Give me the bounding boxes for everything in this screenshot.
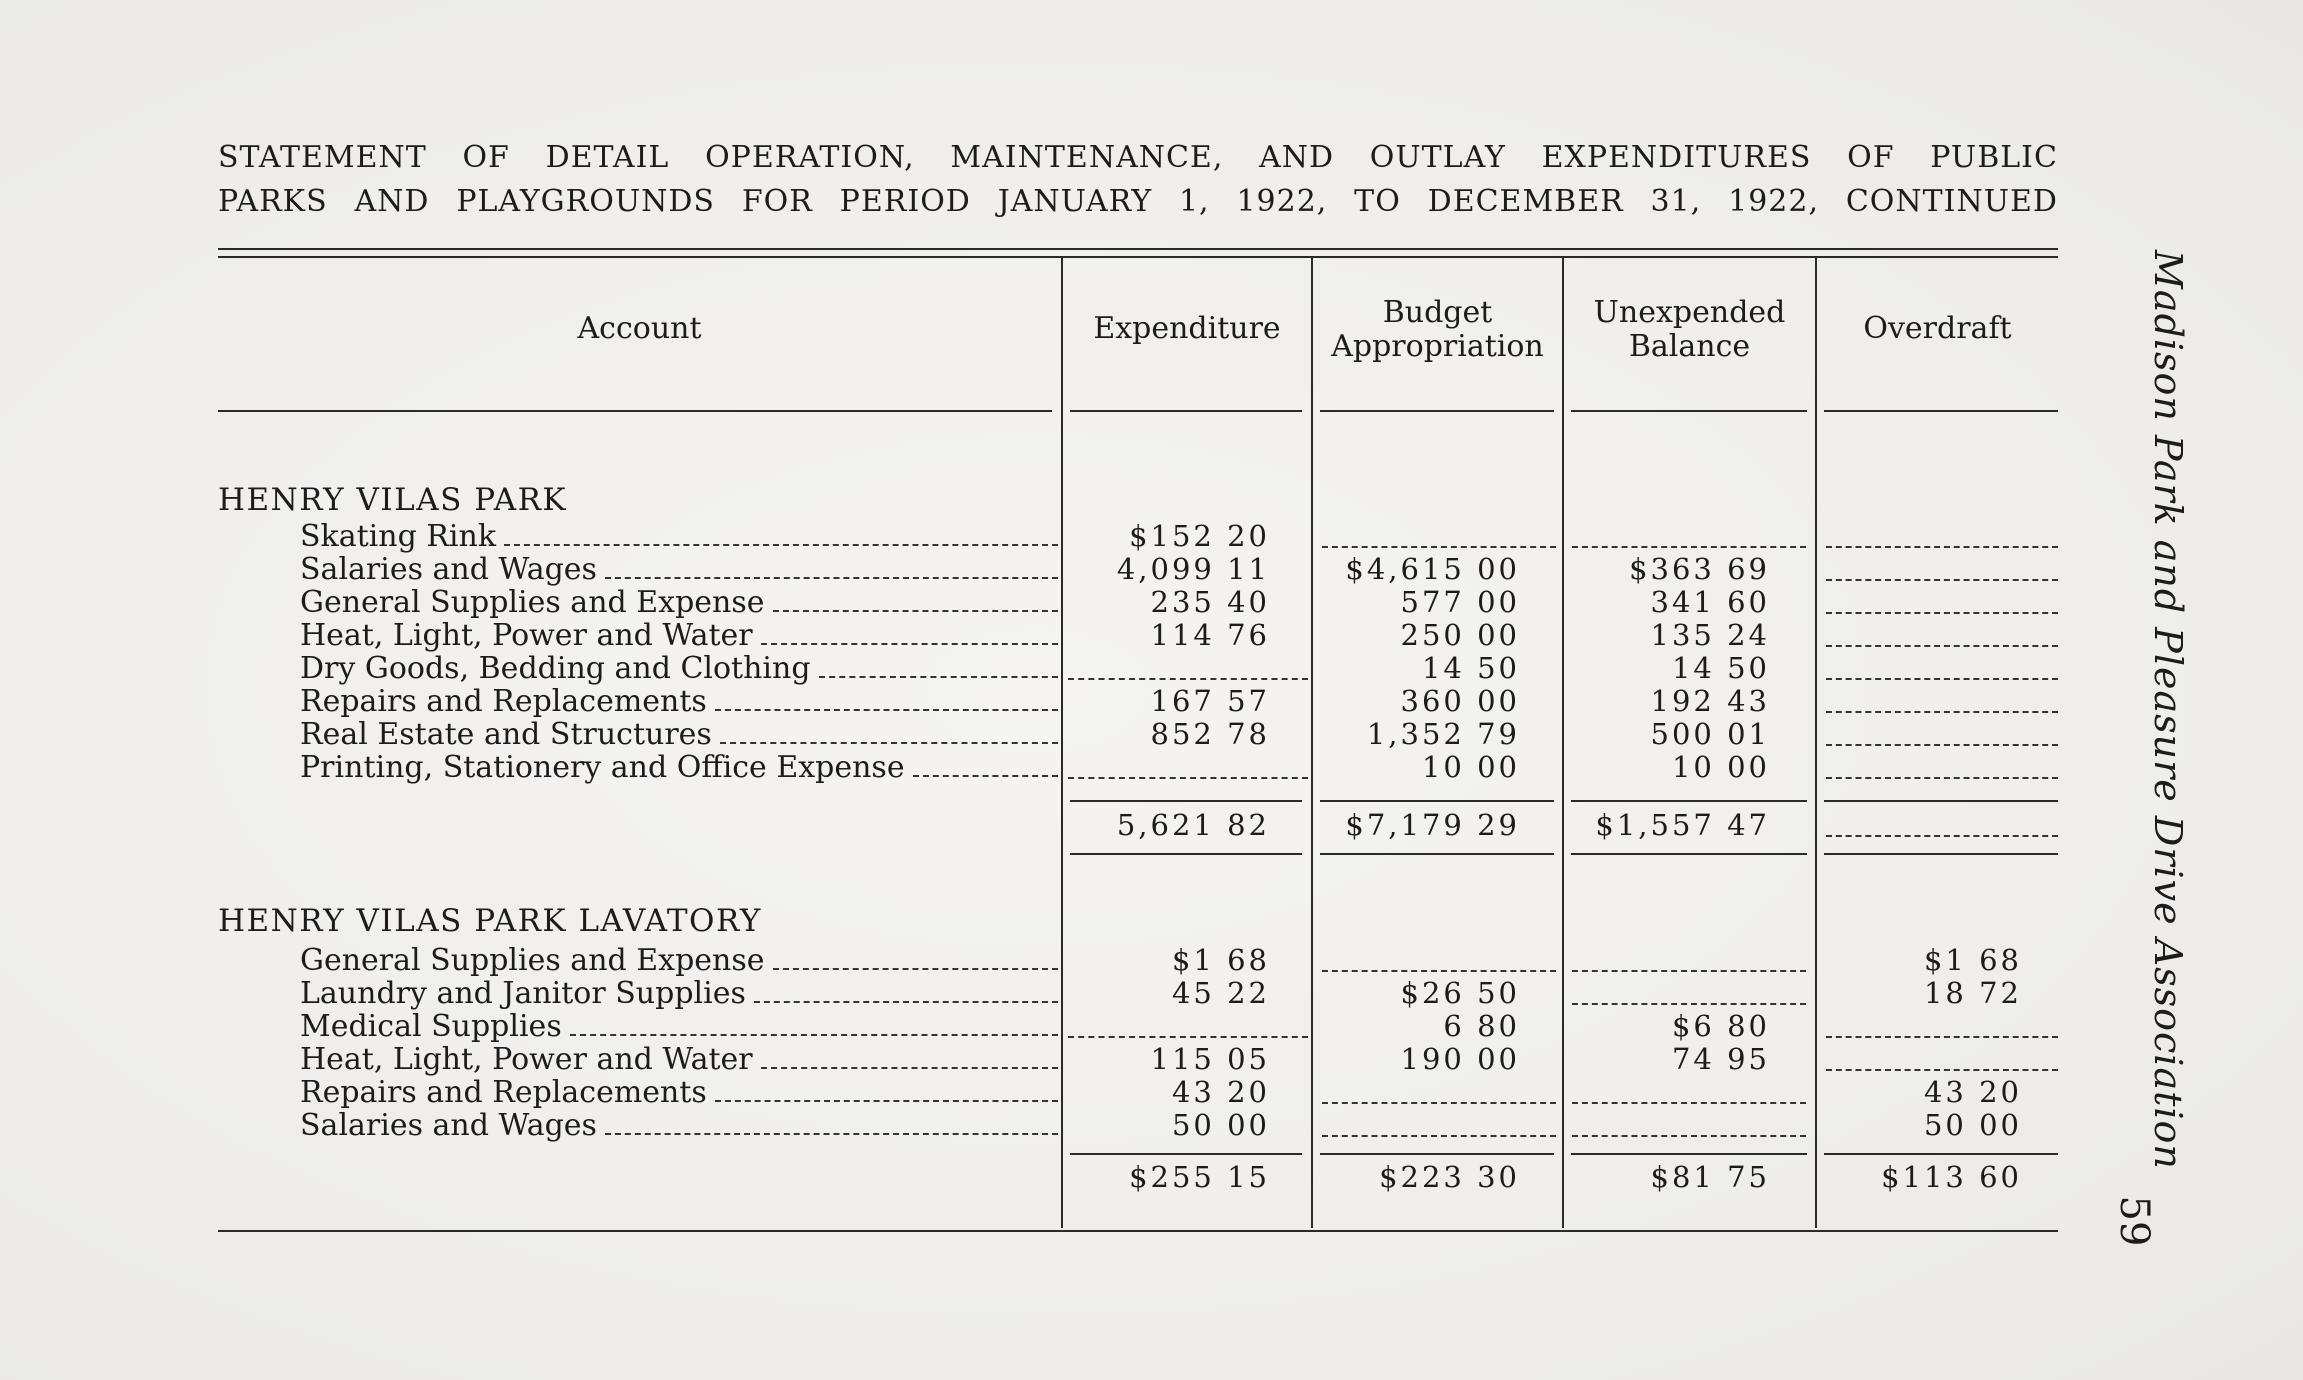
cell-unexpended: 341 60: [1650, 585, 1770, 619]
row-label: [300, 652, 1058, 685]
table-row: [0, 718, 2303, 751]
table-row: [0, 944, 2303, 977]
table-row: [0, 751, 2303, 784]
cell-unexpended: $363 69: [1629, 552, 1770, 586]
cell-expenditure: 114 76: [1150, 618, 1270, 652]
section-heading: HENRY VILAS PARK LAVATORY: [218, 903, 762, 939]
cell-expenditure: 45 22: [1171, 976, 1270, 1010]
cell-expenditure: 50 00: [1171, 1108, 1270, 1142]
dot-leader: [715, 709, 1058, 711]
row-label: [300, 619, 1058, 652]
row-label-text: Salaries and Wages: [300, 552, 597, 587]
totals-underline: [1571, 853, 1807, 855]
total-overdraft-blank: [1826, 835, 2058, 837]
dot-leader: [570, 1034, 1058, 1036]
row-label-text: Real Estate and Structures: [300, 717, 712, 752]
table-row: [0, 1076, 2303, 1109]
header-account: Account: [577, 311, 702, 346]
cell-overdraft: 18 72: [1923, 976, 2022, 1010]
header-overdraft: Overdraft: [1863, 311, 2012, 346]
dot-leader: [761, 643, 1058, 645]
cell-budget: 1,352 79: [1366, 717, 1520, 751]
header-budget-line-2: Appropriation: [1331, 329, 1544, 364]
cell-budget-blank: [1322, 1135, 1556, 1137]
cell-unexpended: 500 01: [1650, 717, 1770, 751]
cell-expenditure-blank: [1068, 678, 1308, 680]
cell-unexpended-blank: [1572, 546, 1806, 548]
row-label-text: Heat, Light, Power and Water: [300, 1042, 753, 1077]
row-label: [300, 685, 1058, 718]
table-row: [0, 520, 2303, 553]
cell-unexpended: $6 80: [1671, 1009, 1770, 1043]
cell-overdraft-blank: [1826, 744, 2058, 746]
totals-rule: [1824, 1153, 2058, 1155]
row-label-text: Printing, Stationery and Office Expense: [300, 750, 905, 785]
cell-budget: 360 00: [1400, 684, 1520, 718]
cell-overdraft-blank: [1826, 1069, 2058, 1071]
cell-budget-blank: [1322, 1102, 1556, 1104]
row-label: [300, 751, 1058, 784]
cell-overdraft-blank: [1826, 612, 2058, 614]
totals-rule: [1571, 1153, 1807, 1155]
cell-unexpended-blank: [1572, 1102, 1806, 1104]
header-expenditure: Expenditure: [1093, 311, 1281, 346]
header-underline: [1070, 410, 1302, 412]
total-overdraft: $113 60: [1881, 1160, 2022, 1194]
row-label-text: Medical Supplies: [300, 1009, 562, 1044]
table-row: [0, 586, 2303, 619]
section-heading: HENRY VILAS PARK: [218, 482, 568, 518]
row-label-text: Salaries and Wages: [300, 1108, 597, 1143]
row-label-text: Heat, Light, Power and Water: [300, 618, 753, 653]
cell-expenditure: $1 68: [1171, 943, 1270, 977]
cell-expenditure: 43 20: [1171, 1075, 1270, 1109]
cell-expenditure-blank: [1068, 777, 1308, 779]
cell-expenditure: 167 57: [1150, 684, 1270, 718]
total-budget: $223 30: [1379, 1160, 1520, 1194]
table-row: [0, 685, 2303, 718]
table-row: [0, 553, 2303, 586]
total-expenditure: $255 15: [1129, 1160, 1270, 1194]
cell-expenditure: $152 20: [1129, 519, 1270, 553]
header-budget-line-1: Budget: [1382, 295, 1493, 330]
cell-budget-blank: [1322, 970, 1556, 972]
cell-budget: 577 00: [1400, 585, 1520, 619]
cell-overdraft-blank: [1826, 777, 2058, 779]
cell-overdraft-blank: [1826, 1036, 2058, 1038]
dot-leader: [913, 775, 1058, 777]
total-expenditure: 5,621 82: [1116, 808, 1270, 842]
totals-rule: [1320, 800, 1554, 802]
cell-overdraft: 43 20: [1923, 1075, 2022, 1109]
dot-leader: [605, 577, 1058, 579]
page-number: 59: [2111, 1195, 2157, 1247]
row-label: [300, 1010, 1058, 1043]
cell-budget: 14 50: [1421, 651, 1520, 685]
row-label: [300, 1109, 1058, 1142]
cell-unexpended-blank: [1572, 1135, 1806, 1137]
cell-unexpended-blank: [1572, 1003, 1806, 1005]
cell-budget-blank: [1322, 546, 1556, 548]
table-top-rule-2: [218, 256, 2058, 258]
totals-underline: [1070, 853, 1302, 855]
cell-budget: $4,615 00: [1345, 552, 1520, 586]
row-label: [300, 944, 1058, 977]
header-unexpended-line-2: Balance: [1628, 329, 1751, 364]
cell-budget: 190 00: [1400, 1042, 1520, 1076]
header-unexpended: [1564, 296, 1815, 364]
page-title-line-2: PARKS AND PLAYGROUNDS FOR PERIOD JANUARY 1, 1922, TO DECEMBER 31, 1922, CONTINUED: [218, 184, 2058, 219]
totals-underline: [1320, 853, 1554, 855]
row-label: [300, 1076, 1058, 1109]
total-unexpended: $81 75: [1650, 1160, 1770, 1194]
row-label-text: Dry Goods, Bedding and Clothing: [300, 651, 811, 686]
row-label-text: Repairs and Replacements: [300, 1075, 707, 1110]
cell-overdraft-blank: [1826, 645, 2058, 647]
dot-leader: [761, 1067, 1058, 1069]
cell-expenditure: 852 78: [1150, 717, 1270, 751]
dot-leader: [773, 610, 1058, 612]
header-underline: [1571, 410, 1807, 412]
dot-leader: [819, 676, 1058, 678]
page-title-line-1: STATEMENT OF DETAIL OPERATION, MAINTENANCE, AND OUTLAY EXPENDITURES OF PUBLIC: [218, 140, 2058, 175]
cell-expenditure-blank: [1068, 1036, 1308, 1038]
header-underline: [1824, 410, 2058, 412]
row-label-text: Repairs and Replacements: [300, 684, 707, 719]
table-top-rule: [218, 248, 2058, 250]
cell-overdraft-blank: [1826, 678, 2058, 680]
totals-underline: [1824, 853, 2058, 855]
cell-overdraft-blank: [1826, 546, 2058, 548]
cell-budget: 10 00: [1421, 750, 1520, 784]
row-label: [300, 520, 1058, 553]
dot-leader: [720, 742, 1058, 744]
table-bottom-rule: [218, 1230, 2058, 1232]
running-head: Madison Park and Pleasure Drive Association: [2146, 250, 2190, 1170]
cell-budget: $26 50: [1400, 976, 1520, 1010]
row-label-text: Skating Rink: [300, 519, 497, 554]
cell-overdraft-blank: [1826, 579, 2058, 581]
row-label: [300, 977, 1058, 1010]
dot-leader: [715, 1100, 1058, 1102]
row-label-text: General Supplies and Expense: [300, 585, 765, 620]
table-row: [0, 1010, 2303, 1043]
table-row: [0, 1043, 2303, 1076]
cell-unexpended: 192 43: [1650, 684, 1770, 718]
cell-expenditure: 4,099 11: [1116, 552, 1270, 586]
cell-expenditure: 115 05: [1150, 1042, 1270, 1076]
cell-unexpended: 135 24: [1650, 618, 1770, 652]
table-row: [0, 619, 2303, 652]
cell-unexpended-blank: [1572, 970, 1806, 972]
dot-leader: [754, 1001, 1058, 1003]
table-row: [0, 977, 2303, 1010]
row-label: [300, 1043, 1058, 1076]
cell-unexpended: 74 95: [1671, 1042, 1770, 1076]
total-unexpended: $1,557 47: [1595, 808, 1770, 842]
row-label-text: General Supplies and Expense: [300, 943, 765, 978]
cell-overdraft: 50 00: [1923, 1108, 2022, 1142]
cell-expenditure: 235 40: [1150, 585, 1270, 619]
totals-rule: [1320, 1153, 1554, 1155]
cell-budget: 6 80: [1443, 1009, 1520, 1043]
totals-rule: [1070, 800, 1302, 802]
dot-leader: [504, 544, 1058, 546]
cell-overdraft: $1 68: [1923, 943, 2022, 977]
header-budget: [1313, 296, 1562, 364]
cell-budget: 250 00: [1400, 618, 1520, 652]
header-underline: [1320, 410, 1554, 412]
table-row: [0, 652, 2303, 685]
table-row: [0, 1109, 2303, 1142]
totals-rule: [1824, 800, 2058, 802]
row-label: [300, 553, 1058, 586]
dot-leader: [605, 1133, 1058, 1135]
dot-leader: [773, 968, 1058, 970]
totals-rule: [1070, 1153, 1302, 1155]
total-budget: $7,179 29: [1345, 808, 1520, 842]
row-label-text: Laundry and Janitor Supplies: [300, 976, 746, 1011]
header-unexpended-line-1: Unexpended: [1593, 295, 1786, 330]
cell-overdraft-blank: [1826, 711, 2058, 713]
totals-rule: [1571, 800, 1807, 802]
row-label: [300, 718, 1058, 751]
row-label: [300, 586, 1058, 619]
header-underline: [218, 410, 1052, 412]
cell-unexpended: 10 00: [1671, 750, 1770, 784]
cell-unexpended: 14 50: [1671, 651, 1770, 685]
